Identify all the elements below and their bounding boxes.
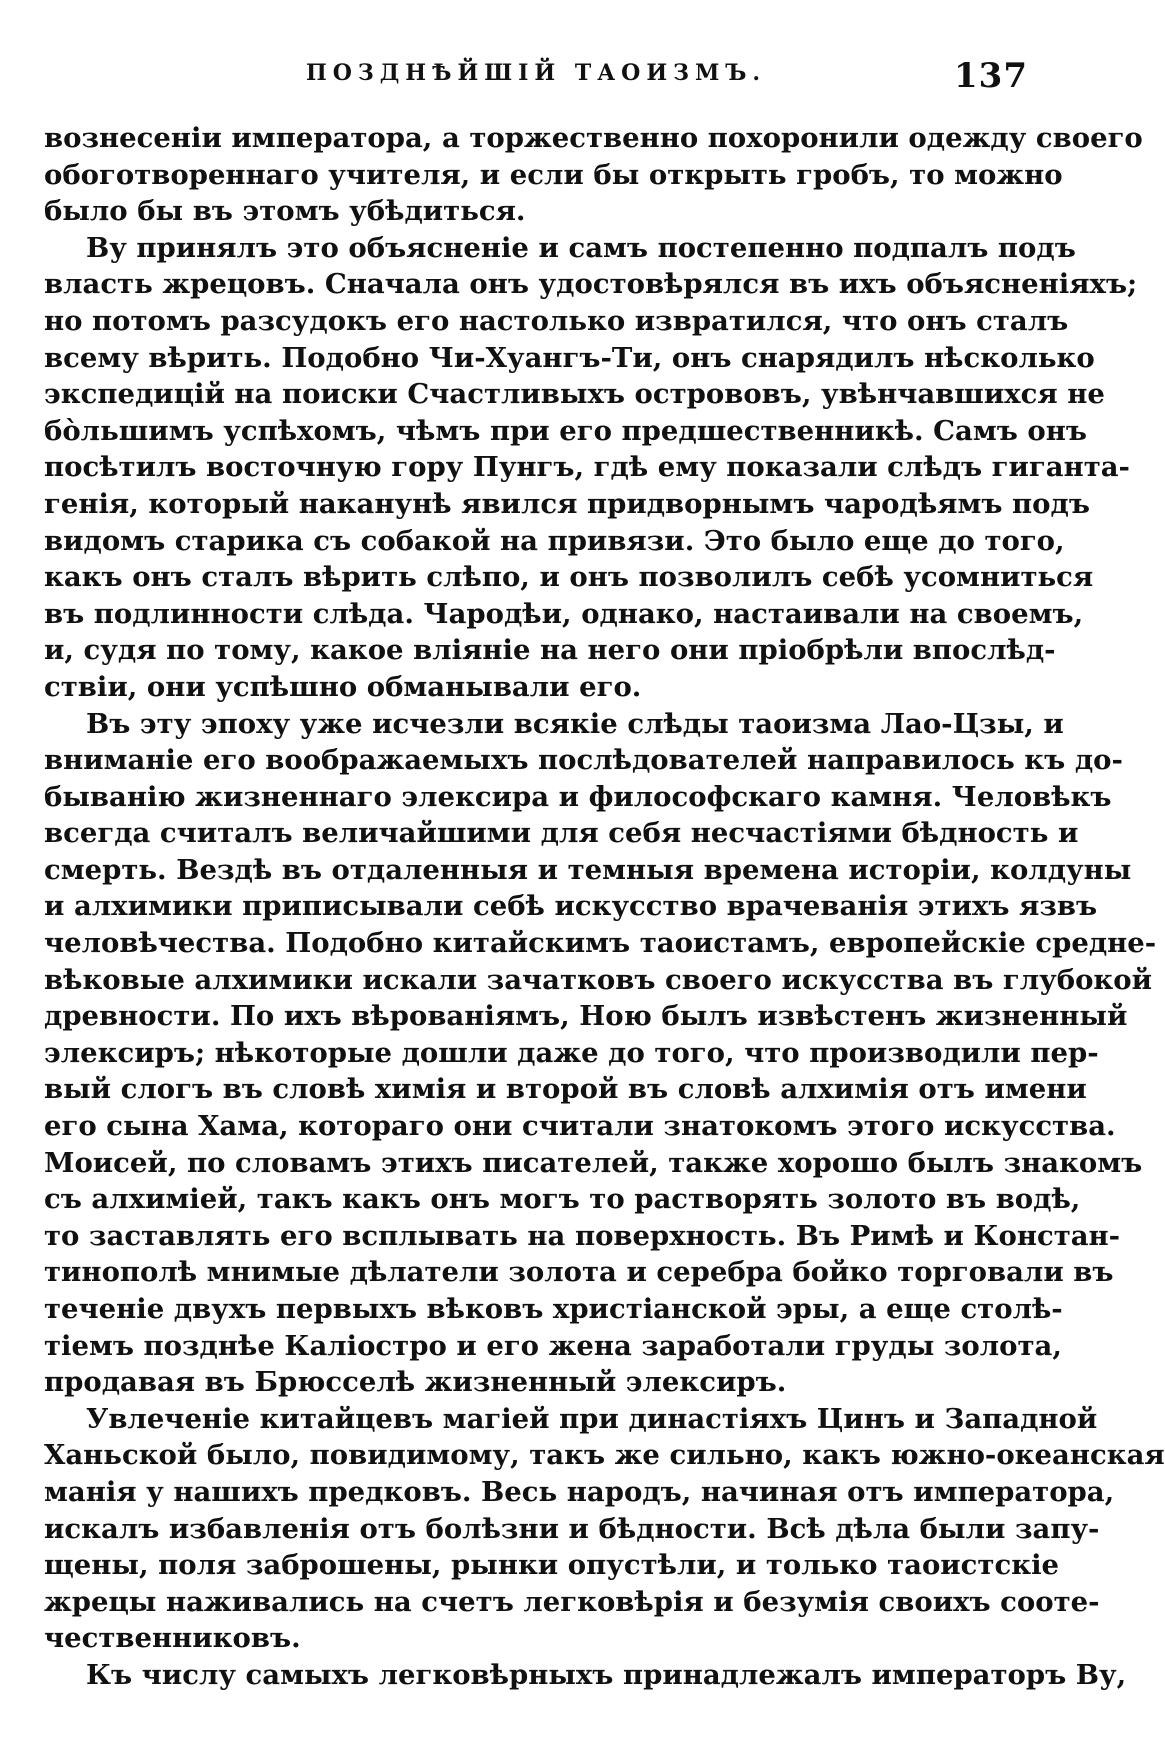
page-number: 137 xyxy=(954,56,1028,96)
text-line: человѣчества. Подобно китайскимъ таоистамъ, европейскіе средне- xyxy=(44,927,1157,960)
text-line: было бы въ этомъ убѣдиться. xyxy=(44,195,526,228)
text-line: быванію жизненнаго элексира и философскаго камня. Человѣкъ xyxy=(44,780,1112,813)
text-line: Въ эту эпоху уже исчезли всякіе слѣды таоизма Лао-Цзы, и xyxy=(86,707,1064,740)
text-line: вѣковые алхимики искали зачатковъ своего искусства въ глубокой xyxy=(44,963,1153,996)
text-line: обоготвореннаго учителя, и если бы открыть гробъ, то можно xyxy=(44,158,1063,191)
text-line: видомъ старика съ собакой на привязи. Это было еще до того, xyxy=(44,524,1065,557)
text-line: смерть. Вездѣ въ отдаленныя и темныя времена исторіи, колдуны xyxy=(44,853,1132,886)
text-line: въ подлинности слѣда. Чародѣи, однако, настаивали на своемъ, xyxy=(44,597,1084,630)
text-line: вый слогъ въ словѣ химія и второй въ словѣ алхимія отъ имени xyxy=(44,1073,1087,1106)
paragraph xyxy=(44,120,1143,230)
text-line: съ алхиміей, такъ какъ онъ могъ то растворять золото въ водѣ, xyxy=(44,1183,1081,1216)
text-line: тинополѣ мнимые дѣлатели золота и серебра бойко торговали въ xyxy=(44,1256,1114,1289)
text-line: древности. По ихъ вѣрованіямъ, Ною былъ извѣстенъ жизненный xyxy=(44,1000,1128,1033)
running-title: ПОЗДНѢЙШІЙ ТАОИЗМЪ. xyxy=(305,60,767,86)
text-line: генія, который наканунѣ явился придворнымъ чародѣямъ подъ xyxy=(44,487,1090,520)
page-header xyxy=(44,56,1028,100)
text-line: и, судя по тому, какое вліяніе на него они пріобрѣли впослѣд- xyxy=(44,634,1056,667)
text-line: чественниковъ. xyxy=(44,1622,301,1655)
text-line: щены, поля заброшены, рынки опустѣли, и только таоистскіе xyxy=(44,1549,1060,1582)
text-line: продавая въ Брюсселѣ жизненный элексиръ. xyxy=(44,1366,787,1399)
text-line: манія у нашихъ предковъ. Весь народъ, начиная отъ императора, xyxy=(44,1475,1115,1508)
text-line: его сына Хама, котораго они считали знатокомъ этого искусства. xyxy=(44,1110,1116,1143)
text-line: экспедицій на поиски Счастливыхъ острововъ, увѣнчавшихся не xyxy=(44,378,1105,411)
text-line: всегда считалъ величайшими для себя несчастіями бѣдность и xyxy=(44,817,1079,850)
text-line: теченіе двухъ первыхъ вѣковъ христіанской эры, а еще столѣ- xyxy=(44,1293,1063,1325)
text-line: посѣтилъ восточную гору Пунгъ, гдѣ ему показали слѣдъ гиганта- xyxy=(44,451,1130,484)
text-line: но потомъ разсудокъ его настолько извратился, что онъ сталъ xyxy=(44,304,1069,337)
paragraph xyxy=(44,230,1138,706)
text-line: Моисей, по словамъ этихъ писателей, также хорошо былъ знакомъ xyxy=(44,1146,1143,1179)
text-line: Увлеченіе китайцевъ магіей при династіяхъ Цинъ и Западной xyxy=(86,1402,1098,1435)
text-line: то заставлять его всплывать на поверхность. Въ Римѣ и Констан- xyxy=(44,1219,1121,1252)
text-line: Ву принялъ это объясненіе и самъ постепенно подпалъ подъ xyxy=(86,231,1076,264)
text-line: Къ числу самыхъ легковѣрныхъ принадлежалъ императоръ Ву, xyxy=(86,1658,1127,1691)
text-line: Ханьской было, повидимому, такъ же сильно, какъ южно-океанская xyxy=(44,1439,1165,1472)
text-line: искалъ избавленія отъ болѣзни и бѣдности. Всѣ дѣла были запу- xyxy=(44,1512,1100,1545)
text-line: всему вѣрить. Подобно Чи-Хуангъ-Ти, онъ снарядилъ нѣсколько xyxy=(44,341,1095,374)
text-line: бо̀льшимъ успѣхомъ, чѣмъ при его предшественникѣ. Самъ онъ xyxy=(44,414,1087,447)
text-line: жрецы наживались на счетъ легковѣрія и безумія своихъ соотe- xyxy=(44,1585,1100,1618)
text-line: тіемъ позднѣе Каліостро и его жена заработали груды золота, xyxy=(44,1329,1062,1362)
text-line: ствіи, они успѣшно обманывали его. xyxy=(44,670,642,703)
text-line: власть жрецовъ. Сначала онъ удостовѣрялся въ ихъ объясненіяхъ; xyxy=(44,268,1138,301)
text-line: и алхимики приписывали себѣ искусство врачеванія этихъ язвъ xyxy=(44,890,1098,923)
text-line: вниманіе его воображаемыхъ послѣдователей направилось къ до- xyxy=(44,744,1123,777)
text-line: элексиръ; нѣкоторые дошли даже до того, что производили пер- xyxy=(44,1036,1099,1069)
paragraph xyxy=(44,1401,1165,1657)
paragraph xyxy=(44,706,1157,1401)
paragraph xyxy=(44,1657,1127,1694)
text-line: вознесеніи императора, а торжественно похоронили одежду своего xyxy=(44,122,1143,154)
body-text xyxy=(44,120,1165,1694)
text-line: какъ онъ сталъ вѣрить слѣпо, и онъ позволилъ себѣ усомниться xyxy=(44,561,1094,594)
